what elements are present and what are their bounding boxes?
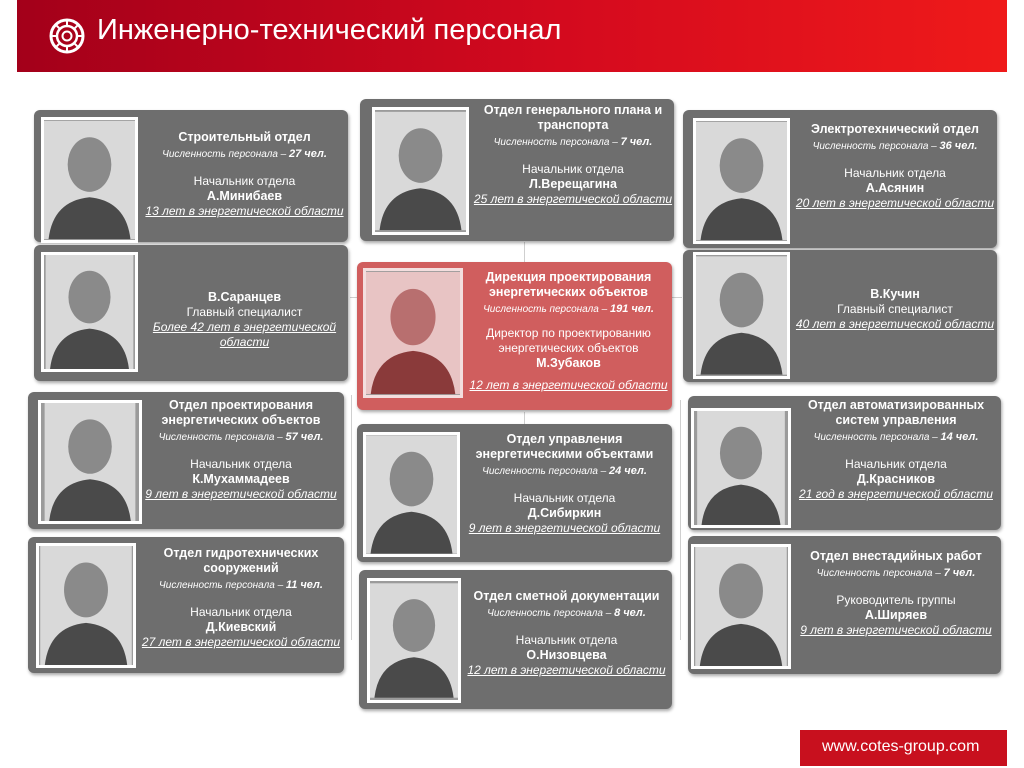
head-experience: 27 лет в энергетической области [141,635,341,649]
header-bar [17,0,1007,72]
person-photo [41,117,138,243]
head-experience: 9 лет в энергетической области [800,623,992,637]
card-directorate [357,262,672,410]
head-name: А.Ширяев [864,608,928,622]
dept-title: Отдел проектирования энергетических объектов [161,398,321,427]
page-title: Инженерно-технический персонал [97,14,562,46]
head-role: Начальник отдела [515,633,618,647]
card-estimates-dept [359,570,672,709]
head-experience: 12 лет в энергетической области [467,663,666,677]
specialist-name: В.Саранцев [207,290,282,304]
card-energy-design-dept [28,392,344,529]
staff-count: Численность персонала – 24 чел. [482,465,647,477]
person-photo [691,544,791,669]
connector-line [524,412,525,424]
dept-title: Отдел внестадийных работ [810,549,982,563]
card-electrical-dept [683,110,997,248]
head-role: Начальник отдела [193,174,296,188]
connector-line [351,395,352,640]
person-photo [41,252,138,372]
head-name: Л.Верещагина [529,177,617,191]
head-name: А.Минибаев [206,189,283,203]
head-role: Начальник отдела [190,457,292,471]
dept-title: Отдел сметной документации [473,589,660,603]
head-role: Руководитель группы [836,593,956,607]
specialist-role: Главный специалист [186,305,303,319]
connector-line [524,242,525,262]
card-kuchin [683,250,997,382]
staff-count: Численность персонала – 36 чел. [812,140,978,152]
head-name: Д.Красников [856,472,936,486]
dept-title: Дирекция проектирования энергетических объектов [485,270,652,299]
head-name: Д.Сибиркин [527,506,602,520]
person-photo [691,408,791,528]
director-experience: 12 лет в энергетической области [469,378,668,392]
staff-count: Численность персонала – 191 чел. [483,303,654,315]
staff-count: Численность персонала – 7 чел. [816,567,976,579]
head-experience: 21 год в энергетической области [799,487,993,501]
dept-title: Строительный отдел [178,130,311,144]
card-automation-dept [688,396,1001,530]
dept-title: Отдел управления энергетическими объектами [475,432,654,461]
card-general-plan-dept [360,99,674,241]
head-experience: 25 лет в энергетической области [473,192,673,206]
specialist-role: Главный специалист [837,302,953,316]
staff-count: Численность персонала – 11 чел. [159,579,323,591]
dept-title: Отдел автоматизированных систем управления [807,398,985,427]
connector-line [680,400,681,640]
head-name: О.Низовцева [526,648,607,662]
specialist-name: В.Кучин [870,287,920,301]
card-hydro-dept [28,537,344,673]
person-photo [367,578,461,703]
staff-count: Численность персонала – 7 чел. [493,136,653,148]
staff-count: Численность персонала – 8 чел. [487,607,646,619]
staff-count: Численность персонала – 14 чел. [813,431,979,443]
head-role: Начальник отдела [845,457,947,471]
dept-title: Отдел генерального плана и транспорта [483,103,663,132]
person-photo [363,268,463,398]
head-name: Д.Киевский [205,620,277,634]
head-name: А.Асянин [865,181,925,195]
staff-count: Численность персонала – 27 чел. [162,148,327,160]
head-experience: 13 лет в энергетической области [145,204,344,218]
company-logo-icon [49,18,85,54]
head-experience: 9 лет в энергетической области [468,521,661,535]
card-sarantsev [34,245,348,381]
person-photo [693,118,790,244]
card-offstage-works-dept [688,536,1001,674]
website-url[interactable]: www.cotes-group.com [822,738,980,755]
head-experience: 20 лет в энергетической области [795,196,995,210]
specialist-experience: Более 42 лет в энергетической области [152,320,337,349]
head-role: Начальник отдела [844,166,946,180]
card-energy-management-dept [357,424,672,562]
dept-title: Электротехнический отдел [811,122,979,136]
head-role: Начальник отдела [522,162,624,176]
specialist-experience: 40 лет в энергетической области [795,317,995,331]
head-role: Начальник отдела [190,605,292,619]
person-photo [372,107,469,235]
head-name: К.Мухаммадеев [192,472,290,486]
person-photo [363,432,460,557]
connector-line [672,297,682,298]
head-experience: 9 лет в энергетической области [145,487,337,501]
staff-count: Численность персонала – 57 чел. [158,431,324,443]
director-role: Директор по проектированию энергетических объектов [486,326,651,355]
person-photo [693,252,790,379]
dept-title: Отдел гидротехнических сооружений [163,546,319,575]
footer-website-badge [800,730,1007,766]
card-construction-dept [34,110,348,242]
head-role: Начальник отдела [513,491,616,505]
person-photo [38,400,142,524]
person-photo [36,543,136,668]
director-name: М.Зубаков [536,356,601,370]
